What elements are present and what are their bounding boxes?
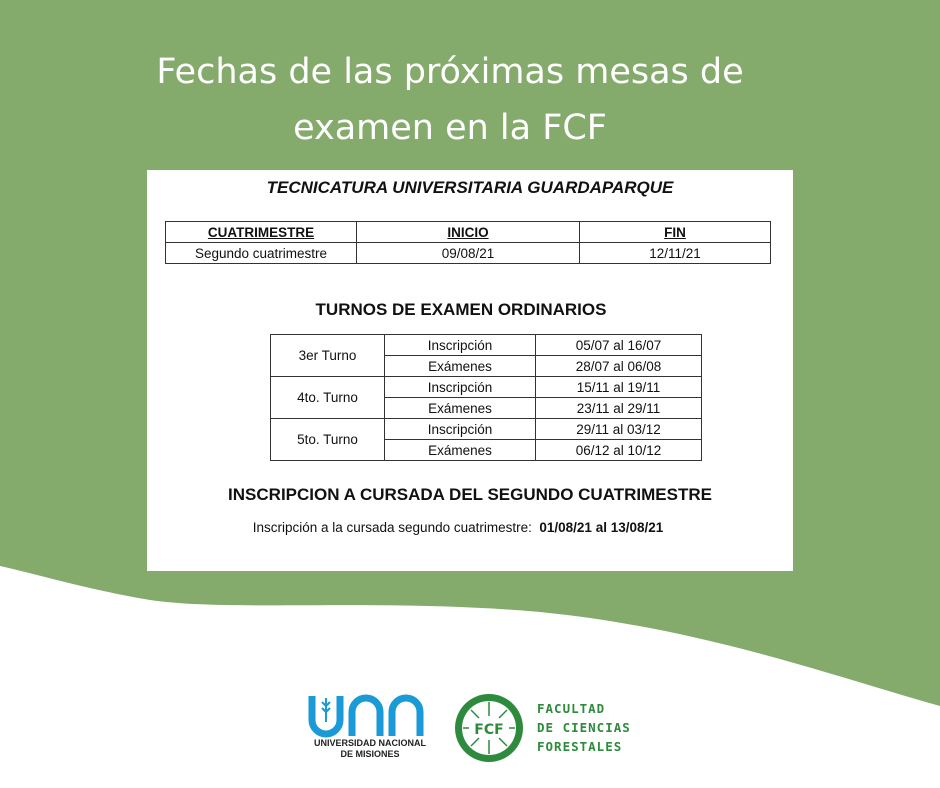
unam-name-line-1: UNIVERSIDAD NACIONAL — [313, 738, 426, 748]
examenes-dates: 06/12 al 10/12 — [536, 440, 702, 461]
header-fin: FIN — [580, 222, 771, 243]
headline-line-2: examen en la FCF — [293, 108, 607, 148]
fcf-seal-text: FCF — [474, 722, 504, 738]
cursada-line — [147, 520, 769, 535]
unam-name — [300, 738, 440, 760]
footer-logos — [0, 680, 940, 780]
exams-heading: TURNOS DE EXAMEN ORDINARIOS — [315, 300, 607, 319]
examenes-label: Exámenes — [385, 398, 536, 419]
unam-logo-icon — [306, 694, 434, 738]
header-inicio: INICIO — [357, 222, 580, 243]
exams-table — [270, 334, 702, 461]
inscripcion-dates: 15/11 al 19/11 — [536, 377, 702, 398]
period-table-header — [166, 222, 771, 243]
cursada-heading: INSCRIPCION A CURSADA DEL SEGUNDO CUATRIMESTRE — [228, 485, 712, 504]
inscripcion-label: Inscripción — [385, 419, 536, 440]
turno-label: 5to. Turno — [271, 419, 385, 461]
cursada-dates: 01/08/21 al 13/08/21 — [539, 520, 664, 535]
inscripcion-label: Inscripción — [385, 335, 536, 356]
cell-inicio: 09/08/21 — [357, 243, 580, 264]
examenes-dates: 28/07 al 06/08 — [536, 356, 702, 377]
inscripcion-dates: 05/07 al 16/07 — [536, 335, 702, 356]
table-row — [271, 335, 702, 356]
examenes-label: Exámenes — [385, 440, 536, 461]
table-row — [166, 243, 771, 264]
unam-name-line-2: DE MISIONES — [340, 749, 400, 759]
card-title: TECNICATURA UNIVERSITARIA GUARDAPARQUE — [266, 178, 674, 197]
schedule-card — [147, 170, 793, 571]
fcf-name — [537, 699, 631, 756]
turno-label: 4to. Turno — [271, 377, 385, 419]
header-cuatrimestre: CUATRIMESTRE — [166, 222, 357, 243]
fcf-name-line-2: DE CIENCIAS — [537, 720, 631, 735]
table-row — [271, 377, 702, 398]
fcf-seal-icon — [453, 692, 525, 764]
cell-cuatrimestre: Segundo cuatrimestre — [166, 243, 357, 264]
period-table — [165, 221, 771, 264]
turno-label: 3er Turno — [271, 335, 385, 377]
examenes-dates: 23/11 al 29/11 — [536, 398, 702, 419]
inscripcion-label: Inscripción — [385, 377, 536, 398]
examenes-label: Exámenes — [385, 356, 536, 377]
fcf-name-line-1: FACULTAD — [537, 701, 606, 716]
inscripcion-dates: 29/11 al 03/12 — [536, 419, 702, 440]
fcf-name-line-3: FORESTALES — [537, 739, 623, 754]
table-row — [271, 419, 702, 440]
cursada-label: Inscripción a la cursada segundo cuatrimestre: — [252, 520, 532, 535]
headline — [0, 44, 900, 156]
cell-fin: 12/11/21 — [580, 243, 771, 264]
headline-line-1: Fechas de las próximas mesas de — [156, 52, 744, 92]
